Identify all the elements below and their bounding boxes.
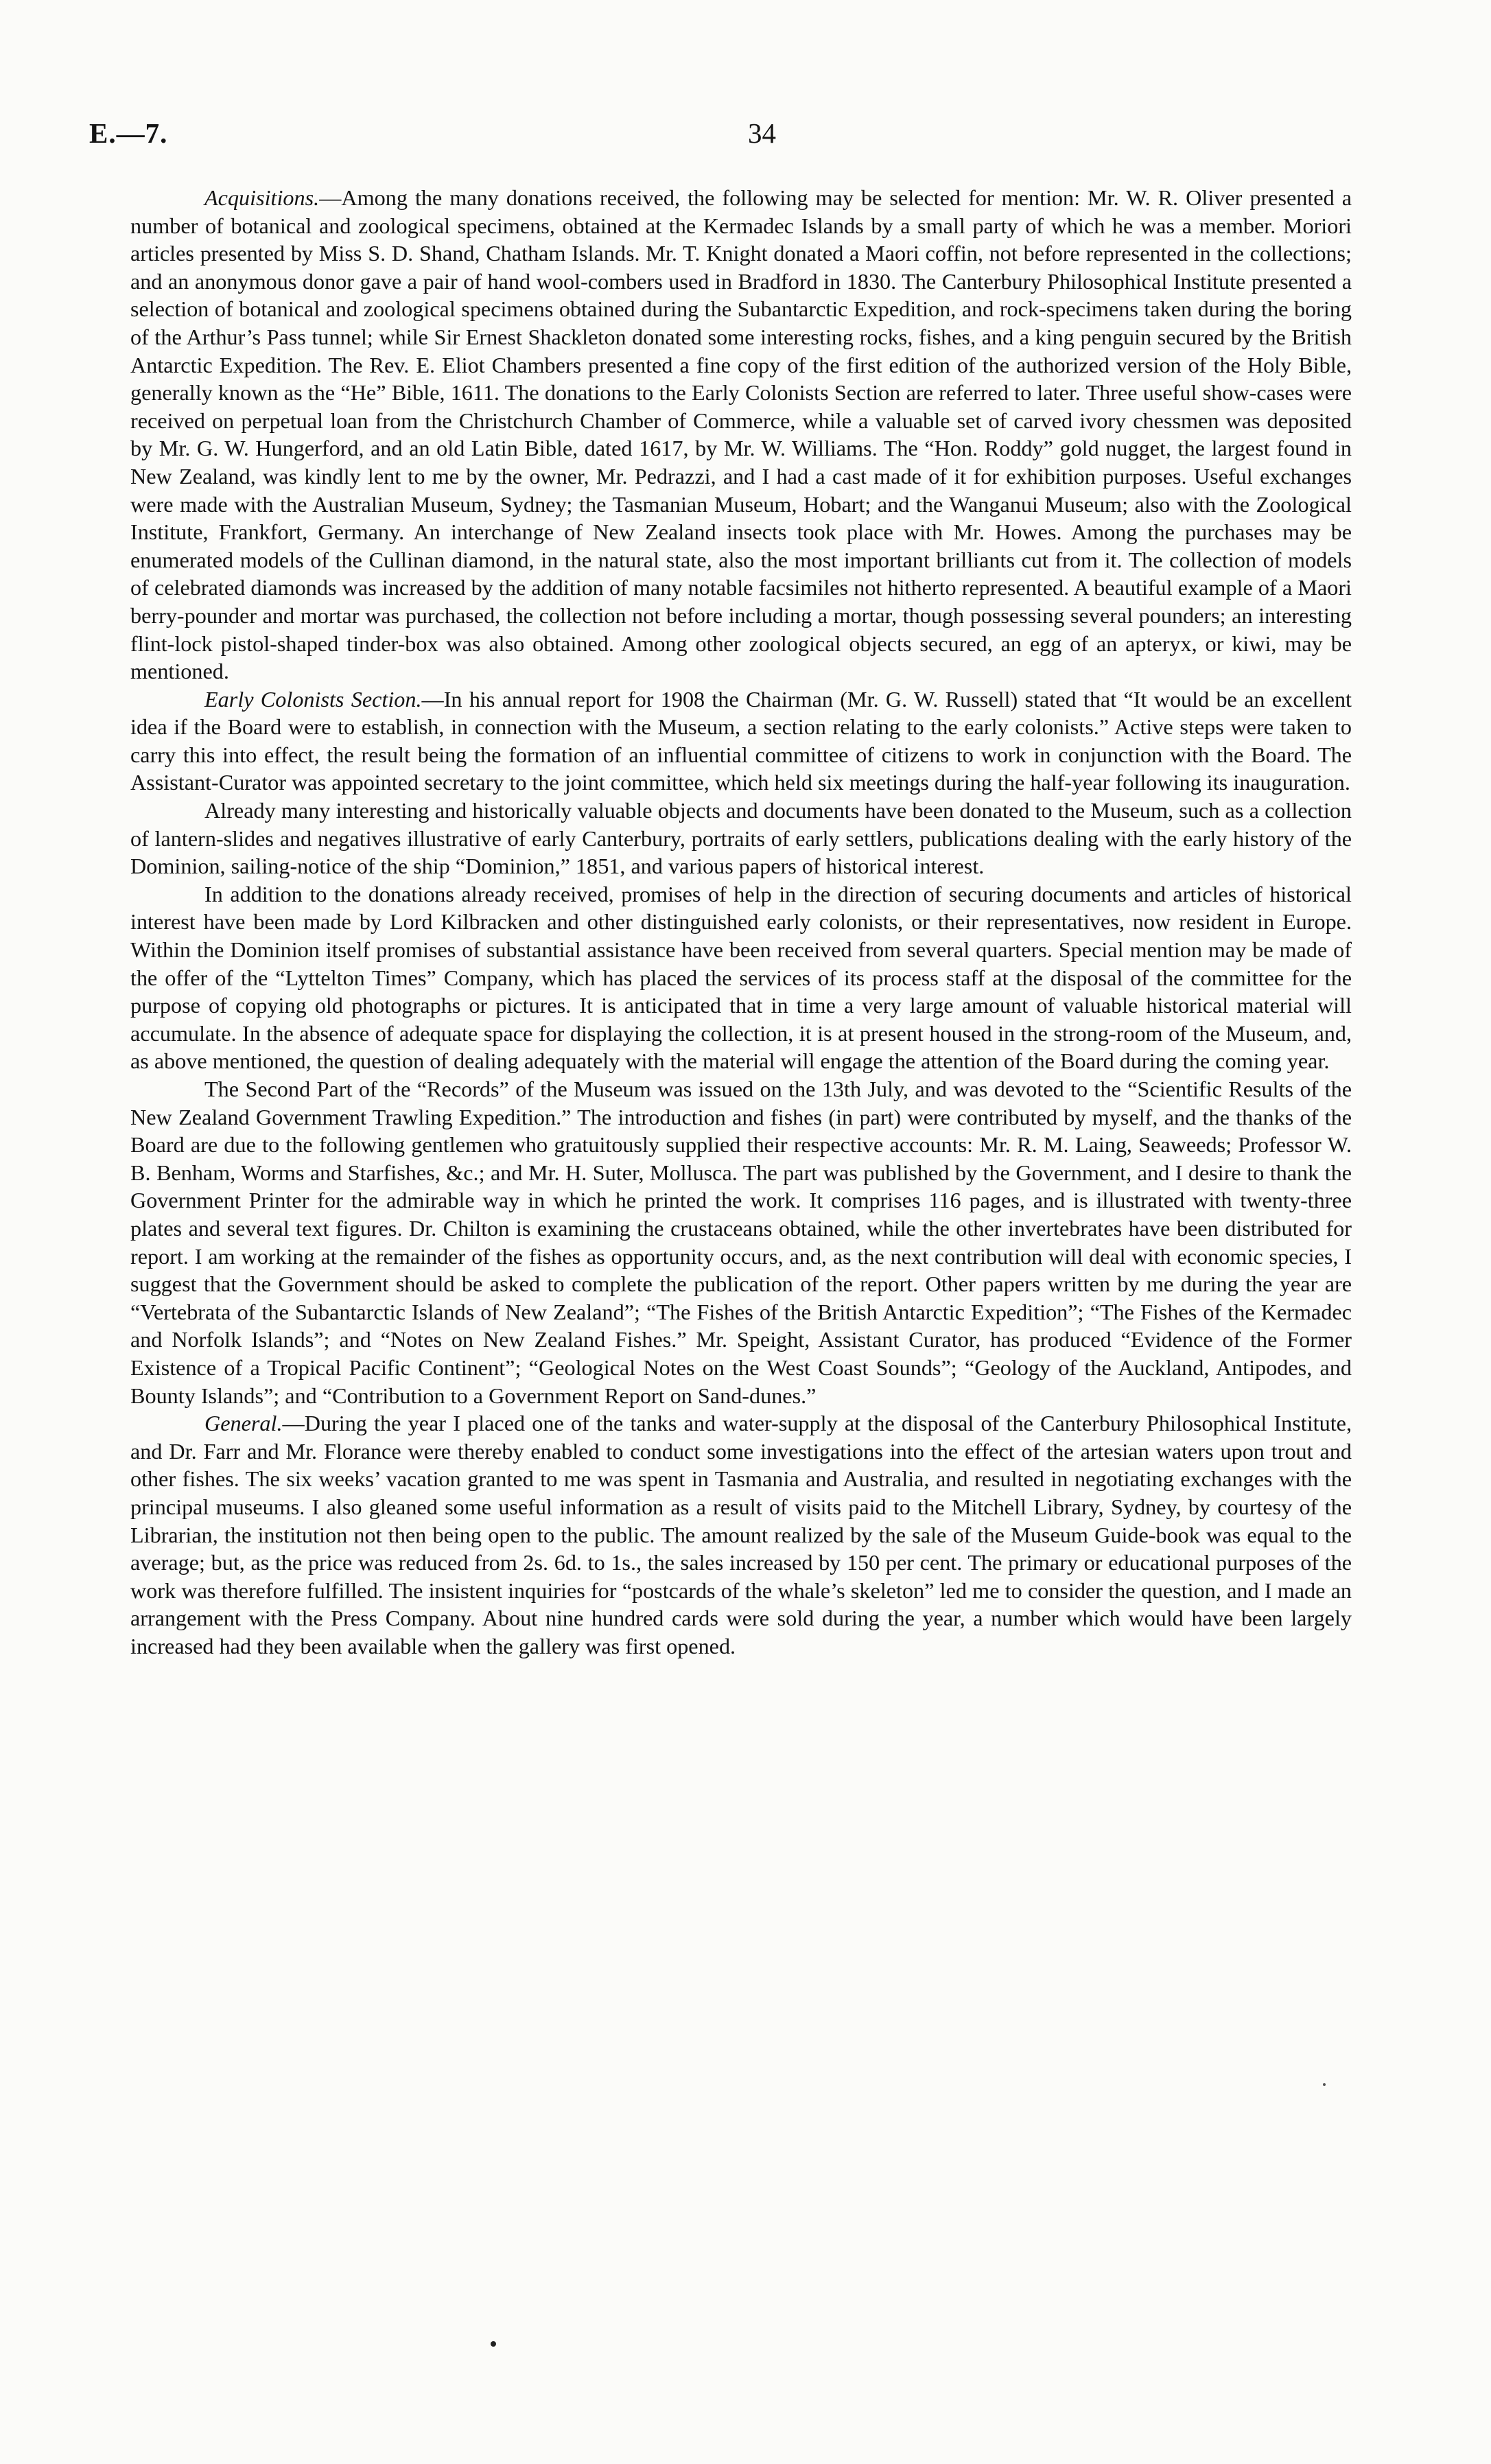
paragraph-text: Already many interesting and historically valuable objects and documents have been donated to the Museum, such as a collection of lantern-slides and negatives illustrative of early Canterbury, portraits of early settlers, publications dealing with the early history of the Dominion, sailing-notice of the ship “Dominion,” 1851, and various papers of historical interest. <box>130 798 1352 879</box>
paragraph-text: —Among the many donations received, the following may be selected for mention: Mr. W. R. Oliver presented a number of botanical and zoological specimens, obtained at the Kermadec Islands by a small party of which he was a member. Moriori articles presented by Miss S. D. Shand, Chatham Islands. Mr. T. Knight donated a Maori coffin, not before represented in the collections; and an anonymous donor gave a pair of hand wool-combers used in Bradford in 1830. The Canterbury Philosophical Institute presented a selection of botanical and zoological specimens obtained during the Subantarctic Expedition, and rock-specimens taken during the boring of the Arthur’s Pass tunnel; while Sir Ernest Shackleton donated some interesting rocks, fishes, and a king penguin secured by the British Antarctic Expedition. The Rev. E. Eliot Chambers presented a fine copy of the first edition of the authorized version of the Holy Bible, generally known as the “He” Bible, 1611. The donations to the Early Colonists Section are referred to later. Three useful show-cases were received on perpetual loan from the Christchurch Chamber of Commerce, while a valuable set of carved ivory chessmen was deposited by Mr. G. W. Hungerford, and an old Latin Bible, dated 1617, by Mr. W. Williams. The “Hon. Roddy” gold nugget, the largest found in New Zealand, was kindly lent to me by the owner, Mr. Pedrazzi, and I had a cast made of it for exhibition purposes. Useful exchanges were made with the Australian Museum, Sydney; the Tasmanian Museum, Hobart; and the Wanganui Museum; also with the Zoological Institute, Frankfort, Germany. An interchange of New Zealand insects took place with Mr. Howes. Among the purchases may be enumerated models of the Cullinan diamond, in the natural state, also the most important brilliants cut from it. The collection of models of celebrated diamonds was increased by the addition of many notable facsimiles not hitherto represented. A beautiful example of a Maori berry-pounder and mortar was purchased, the collection not before including a mortar, though possessing several pounders; an interesting flint-lock pistol-shaped tinder-box was also obtained. Among other zoological objects secured, an egg of an apteryx, or kiwi, may be mentioned. <box>130 185 1352 684</box>
paragraph-acquisitions <box>130 184 1352 685</box>
parliamentary-paper-reference: E.—7. <box>89 117 168 149</box>
paragraph-early-colonists-section <box>130 685 1352 797</box>
ink-speck <box>1323 2083 1326 2086</box>
page-header <box>89 117 1365 165</box>
ink-speck <box>491 2341 496 2347</box>
paragraph-text: —In his annual report for 1908 the Chairman (Mr. G. W. Russell) stated that “It would be an excellent idea if the Board were to establish, in connection with the Museum, a section relating to the early colonists.” Active steps were taken to carry this into effect, the result being the formation of an influential committee of citizens to work in conjunction with the Board. The Assistant-Curator was appointed secretary to the joint committee, which held six meetings during the half-year following its inauguration. <box>130 686 1352 795</box>
section-heading-general: General. <box>204 1411 283 1436</box>
paragraph-records <box>130 1075 1352 1409</box>
section-heading-acquisitions: Acquisitions. <box>204 185 320 210</box>
paragraph-donations <box>130 797 1352 880</box>
section-heading-early-colonists: Early Colonists Section. <box>204 686 422 712</box>
page-number: 34 <box>748 117 776 149</box>
paragraph-text: In addition to the donations already received, promises of help in the direction of securing documents and articles of historical interest have been made by Lord Kilbracken and other distinguished early colonists, or their representatives, now resident in Europe. Within the Dominion itself promises of substantial assistance have been received from several quarters. Special mention may be made of the offer of the “Lyttelton Times” Company, which has placed the services of its process staff at the disposal of the committee for the purpose of copying old photographs or pictures. It is anticipated that in time a very large amount of valuable historical material will accumulate. In the absence of adequate space for displaying the collection, it is at present housed in the strong-room of the Museum, and, as above mentioned, the question of dealing adequately with the material will engage the attention of the Board during the coming year. <box>130 881 1352 1074</box>
paragraph-promises-of-help <box>130 880 1352 1075</box>
paragraph-text: —During the year I placed one of the tanks and water-supply at the disposal of the Canterbury Philosophical Institute, and Dr. Farr and Mr. Florance were thereby enabled to conduct some investigations into the effect of the artesian waters upon trout and other fishes. The six weeks’ vacation granted to me was spent in Tasmania and Australia, and resulted in negotiating exchanges with the principal museums. I also gleaned some useful information as a result of visits paid to the Mitchell Library, Sydney, by courtesy of the Librarian, the institution not then being open to the public. The amount realized by the sale of the Museum Guide-book was equal to the average; but, as the price was reduced from 2s. 6d. to 1s., the sales increased by 150 per cent. The primary or educational purposes of the work was therefore fulfilled. The insistent inquiries for “postcards of the whale’s skeleton” led me to consider the question, and I made an arrangement with the Press Company. About nine hundred cards were sold during the year, a number which would have been largely increased had they been available when the gallery was first opened. <box>130 1411 1352 1658</box>
paragraph-general <box>130 1409 1352 1660</box>
report-body <box>130 184 1352 1660</box>
paragraph-text: The Second Part of the “Records” of the Museum was issued on the 13th July, and was devoted to the “Scientific Results of the New Zealand Government Trawling Expedition.” The introduction and fishes (in part) were contributed by myself, and the thanks of the Board are due to the following gentlemen who gratuitously supplied their respective accounts: Mr. R. M. Laing, Seaweeds; Professor W. B. Benham, Worms and Starfishes, &c.; and Mr. H. Suter, Mollusca. The part was published by the Government, and I desire to thank the Government Printer for the admirable way in which he printed the work. It comprises 116 pages, and is illustrated with twenty-three plates and several text figures. Dr. Chilton is examining the crustaceans obtained, while the other invertebrates have been distributed for report. I am working at the remainder of the fishes as opportunity occurs, and, as the next contribution will deal with economic species, I suggest that the Government should be asked to complete the publication of the report. Other papers written by me during the year are “Vertebrata of the Subantarctic Islands of New Zealand”; “The Fishes of the British Antarctic Expedition”; “The Fishes of the Kermadec and Norfolk Islands”; and “Notes on New Zealand Fishes.” Mr. Speight, Assistant Curator, has produced “Evidence of the Former Existence of a Tropical Pacific Continent”; “Geological Notes on the West Coast Sounds”; “Geology of the Auckland, Antipodes, and Bounty Islands”; and “Contribution to a Government Report on Sand-dunes.” <box>130 1077 1352 1408</box>
